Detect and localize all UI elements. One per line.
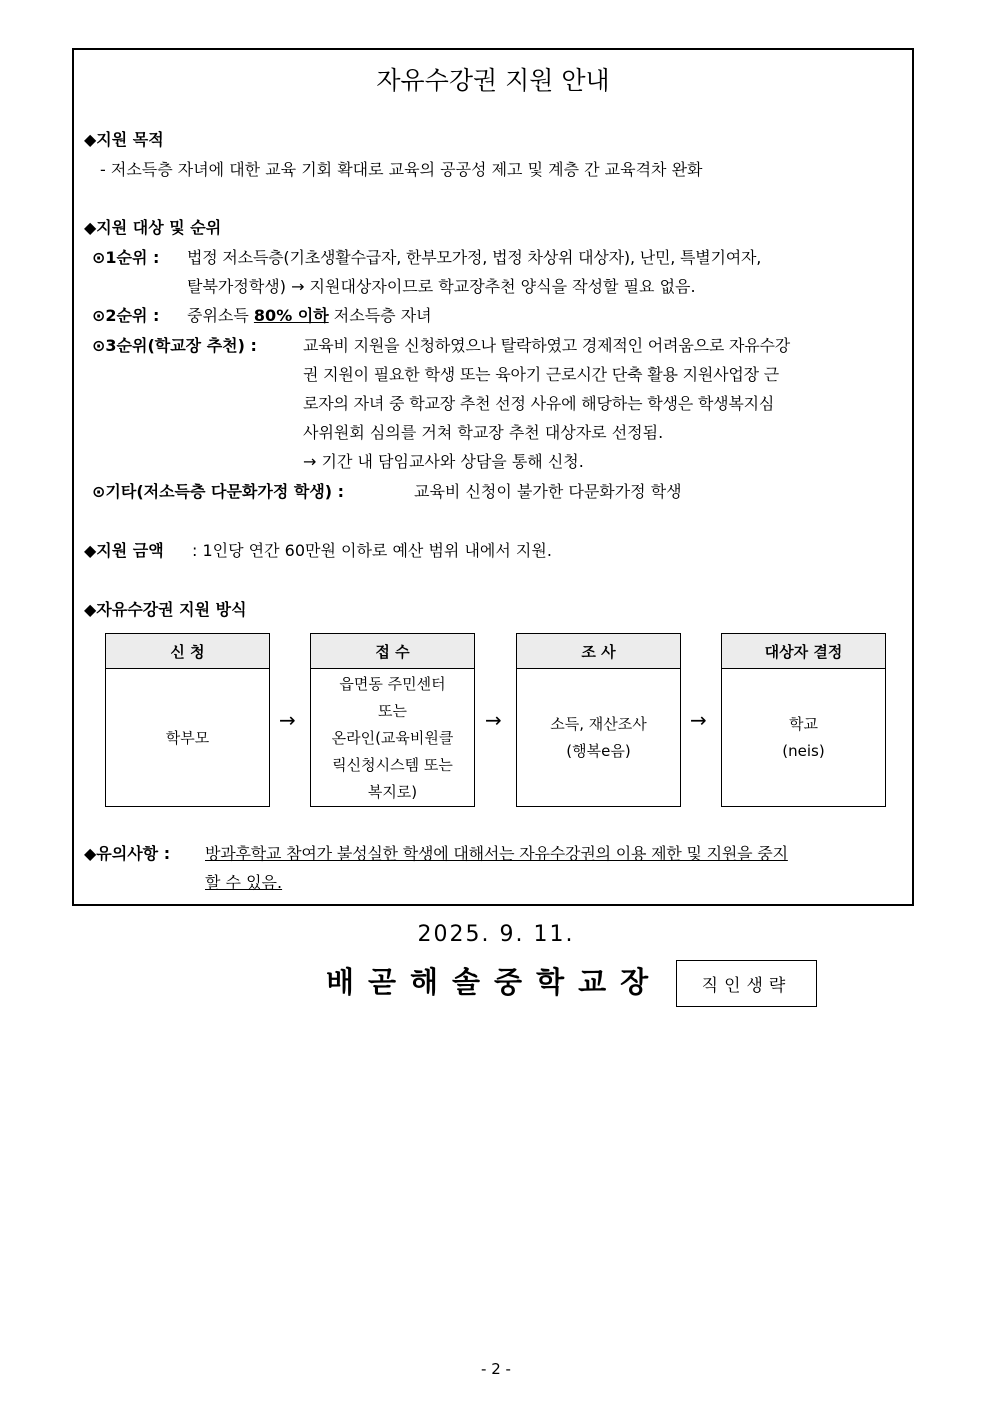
flow-step-line: 릭신청시스템 또는 xyxy=(332,755,453,774)
priority-3-line4: 사위원회 심의를 거쳐 학교장 추천 대상자로 선정됨. xyxy=(303,423,664,442)
method-heading: ◆자유수강권 지원 방식 xyxy=(84,600,247,619)
notice-frame xyxy=(72,48,914,906)
priority-2-label: ⊙2순위 : xyxy=(92,306,160,325)
flow-step-line: (neis) xyxy=(782,742,825,760)
flow-step-body xyxy=(106,669,269,807)
flow-step-apply xyxy=(105,633,270,807)
page-number: - 2 - xyxy=(481,1360,511,1378)
flow-step-decision xyxy=(721,633,886,807)
notice-line1: 방과후학교 참여가 불성실한 학생에 대해서는 자유수강권의 이용 제한 및 지원을 중지 xyxy=(205,844,788,863)
amount-heading: ◆지원 금액 xyxy=(84,541,164,560)
amount-text: : 1인당 연간 60만원 이하로 예산 범위 내에서 지원. xyxy=(192,541,552,560)
flow-step-line: (행복e음) xyxy=(566,742,631,760)
flow-step-line: 온라인(교육비원클 xyxy=(331,728,454,747)
flow-step-body xyxy=(311,669,474,807)
priority-3-line2: 권 지원이 필요한 학생 또는 육아기 근로시간 단축 활용 지원사업장 근 xyxy=(303,365,780,384)
flow-arrow: → xyxy=(690,708,707,732)
flow-step-header: 조 사 xyxy=(517,634,680,669)
priority-1-label: ⊙1순위 : xyxy=(92,248,160,267)
flow-step-header: 대상자 결정 xyxy=(722,634,885,669)
priority-2-text xyxy=(187,306,432,326)
school-principal: 배곧해솔중학교장 xyxy=(326,965,663,999)
flow-step-line: 읍면동 주민센터 xyxy=(339,674,446,693)
notice-heading: ◆유의사항 : xyxy=(84,844,171,863)
priority-3-line1: 교육비 지원을 신청하였으나 탈락하였고 경제적인 어려움으로 자유수강 xyxy=(303,336,790,355)
purpose-text: - 저소득층 자녀에 대한 교육 기회 확대로 교육의 공공성 제고 및 계층 간 교육격차 완화 xyxy=(100,160,703,179)
flow-arrow: → xyxy=(485,708,502,732)
flow-step-header: 접 수 xyxy=(311,634,474,669)
purpose-heading: ◆지원 목적 xyxy=(84,130,164,149)
priority-2-emphasis: 80% 이하 xyxy=(253,306,329,325)
priority-other-label: ⊙기타(저소득층 다문화가정 학생) : xyxy=(92,482,345,501)
priority-3-line3: 로자의 자녀 중 학교장 추천 선정 사유에 해당하는 학생은 학생복지심 xyxy=(303,394,775,413)
flow-step-line: 복지로) xyxy=(367,782,418,801)
flow-step-survey xyxy=(516,633,681,807)
notice-line2: 할 수 있음. xyxy=(205,873,283,892)
priority-3-label: ⊙3순위(학교장 추천) : xyxy=(92,336,257,355)
priority-3-line5: → 기간 내 담임교사와 상담을 통해 신청. xyxy=(303,452,584,471)
flow-arrow: → xyxy=(279,708,296,732)
flow-step-body xyxy=(517,669,680,807)
issue-date: 2025. 9. 11. xyxy=(417,922,575,947)
priority-2-suffix: 저소득층 자녀 xyxy=(333,306,432,325)
priority-2-prefix: 중위소득 xyxy=(187,306,249,325)
flow-step-line: 학부모 xyxy=(165,728,210,747)
priority-1-line1: 법정 저소득층(기초생활수급자, 한부모가정, 법정 차상위 대상자), 난민, 특별기여자, xyxy=(187,248,762,267)
flow-step-body xyxy=(722,669,885,807)
flow-step-header: 신 청 xyxy=(106,634,269,669)
seal-omitted-box: 직인생략 xyxy=(676,960,817,1007)
flow-step-line: 또는 xyxy=(378,701,407,720)
eligibility-heading: ◆지원 대상 및 순위 xyxy=(84,218,222,237)
page-title: 자유수강권 지원 안내 xyxy=(376,66,610,95)
flow-step-line: 소득, 재산조사 xyxy=(550,715,647,733)
priority-other-text: 교육비 신청이 불가한 다문화가정 학생 xyxy=(414,482,682,501)
priority-1-line2: 탈북가정학생) → 지원대상자이므로 학교장추천 양식을 작성할 필요 없음. xyxy=(187,277,696,296)
flow-step-receive xyxy=(310,633,475,807)
flow-step-line: 학교 xyxy=(789,715,818,733)
